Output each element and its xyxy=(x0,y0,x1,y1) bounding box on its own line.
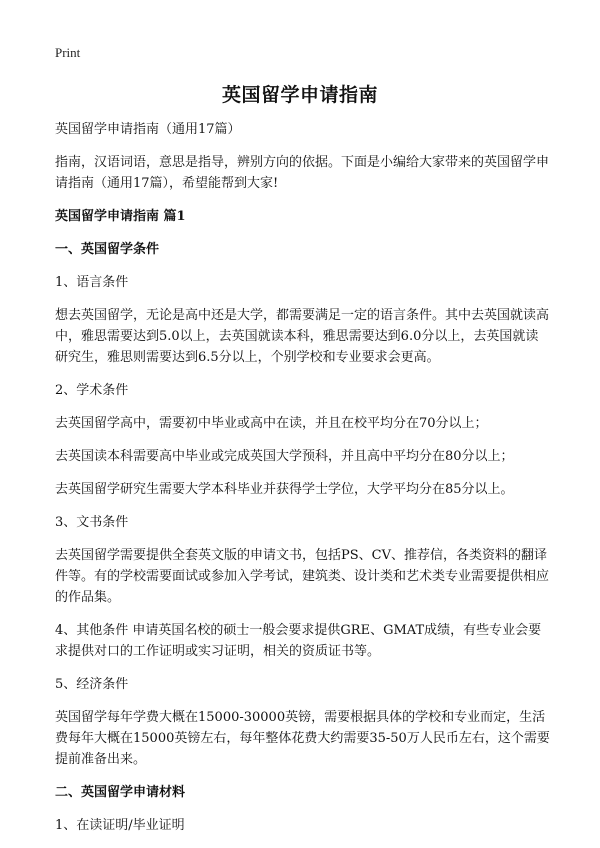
item-label: 1、语言条件 xyxy=(55,275,129,290)
item-paragraph: 去英国留学需要提供全套英文版的申请文书，包括PS、CV、推荐信，各类资料的翻译件等。有的学校需要面试或参加入学考试，建筑类、设计类和艺术类专业需要提供相应的作品集。 xyxy=(55,548,550,605)
intro-paragraph: 指南，汉语词语，意思是指导，辨别方向的依据。下面是小编给大家带来的英国留学申请指南（通用17篇），希望能帮到大家! xyxy=(55,155,550,191)
section-heading: 二、英国留学申请材料 xyxy=(55,785,186,800)
item-label: 1、在读证明/毕业证明 xyxy=(55,818,185,833)
document-body xyxy=(55,119,550,848)
print-label: Print xyxy=(55,45,81,60)
item-paragraph: 去英国留学研究生需要大学本科毕业并获得学士学位，大学平均分在85分以上。 xyxy=(55,482,514,497)
document-title: 英国留学申请指南 xyxy=(221,84,378,106)
item-paragraph: 想去英国留学，无论是高中还是大学，都需要满足一定的语言条件。其中去英国就读高中，雅思需要达到5.0以上，去英国就读本科，雅思需要达到6.0分以上，去英国就读研究生，雅思则需要达到6.5分以上，个别学校和专业要求会更高。 xyxy=(55,308,550,365)
part-heading: 英国留学申请指南 篇1 xyxy=(55,209,186,224)
item-label: 2、学术条件 xyxy=(55,383,129,398)
document-subtitle: 英国留学申请指南（通用17篇） xyxy=(55,122,241,137)
item-paragraph: 去英国读本科需要高中毕业或完成英国大学预科，并且高中平均分在80分以上； xyxy=(55,449,514,464)
item-label: 5、经济条件 xyxy=(55,677,129,692)
item-paragraph: 4、其他条件 申请英国名校的硕士一般会要求提供GRE、GMAT成绩，有些专业会要求提供对口的工作证明或实习证明，相关的资质证书等。 xyxy=(55,623,542,659)
item-paragraph: 去英国留学高中，需要初中毕业或高中在读，并且在校平均分在70分以上； xyxy=(55,416,488,431)
section-heading: 一、英国留学条件 xyxy=(55,242,160,257)
item-paragraph: 英国留学每年学费大概在15000-30000英镑，需要根据具体的学校和专业而定，生活费每年大概在15000英镑左右，每年整体花费大约需要35-50万人民币左右，这个需要提前准备出来。 xyxy=(55,710,550,767)
item-label: 3、文书条件 xyxy=(55,515,129,530)
